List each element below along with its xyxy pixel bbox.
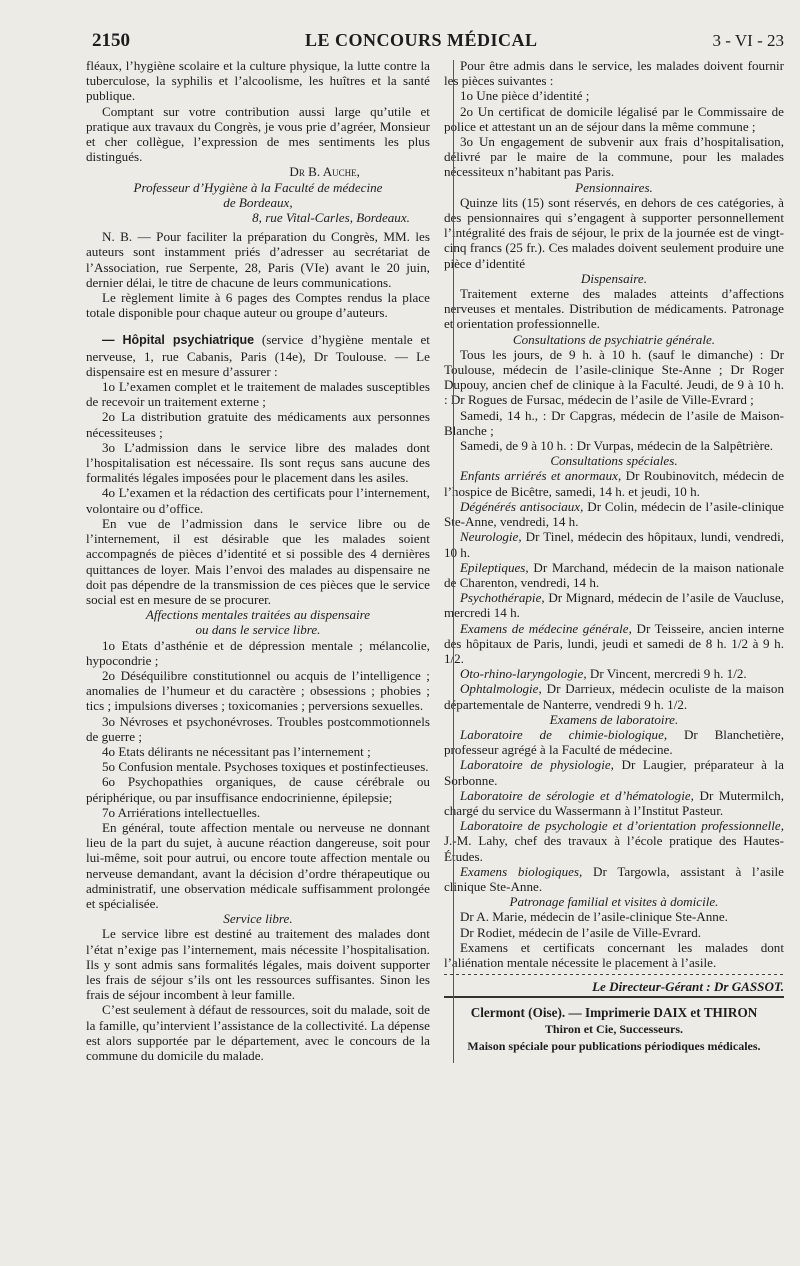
list-item: Dr Rodiet, médecin de l’asile de Ville-Evrard. (459, 924, 702, 940)
list-item (444, 788, 784, 818)
specialty-detail: Dr Tinel, médecin des hôpitaux, lundi, vendredi, 10 h. (443, 529, 784, 560)
list-item (444, 681, 784, 711)
paragraph: Examens et certificats concernant les malades dont l’aliénation mentale nécessite le placement à l’asile. (443, 939, 784, 970)
paragraph: En général, toute affection mentale ou nerveuse ne donnant lieu de la part du sujet, à aucune réaction dangereuse, soit pour lui-même, soit pour autrui, ou encore toute affection mentale ou nerveuse demandant, avant la décision d’ordre thérapeutique ou administratif, une observation médicale suffisamment prolongée et spécialisée. (86, 819, 430, 911)
section-intro (86, 332, 430, 379)
subheading: Service libre. (223, 911, 293, 927)
specialty-detail: Dr Mignard, médecin de l’asile de Vaucluse, mercredi 14 h. (443, 590, 784, 621)
specialty: Dégénérés antisociaux, (459, 498, 584, 514)
subheading: Consultations de psychiatrie générale. (512, 331, 716, 347)
page-header (74, 30, 784, 58)
paragraph: Pour être admis dans le service, les malades doivent fournir les pièces suivantes : (443, 58, 784, 89)
list-item (444, 529, 784, 559)
list-item: Dr A. Marie, médecin de l’asile-clinique Ste-Anne. (459, 909, 728, 925)
left-column (86, 58, 430, 1063)
signature-title: de Bordeaux, (223, 194, 293, 210)
laboratory-detail: Dr Laugier, préparateur à la Sorbonne. (443, 757, 784, 788)
specialty: Ophtalmologie, (459, 681, 542, 697)
printer-line: Maison spéciale pour publications périodiques médicales. (467, 1039, 761, 1054)
specialty-detail: Dr Darrieux, médecin oculiste de la maison départementale de Nanterre, vendredi 9 h. 1/2. (443, 681, 784, 712)
issue-date: 3 - VI - 23 (712, 31, 784, 50)
list-item (444, 864, 784, 894)
specialty: Enfants arriérés et anormaux, (459, 468, 622, 484)
subheading: Pensionnaires. (575, 179, 653, 195)
list-item: Samedi, de 9 à 10 h. : Dr Vurpas, médecin de la Salpêtrière. (459, 438, 774, 454)
laboratory: Laboratoire de physiologie, (459, 757, 614, 773)
specialty-detail: Dr Marchand, médecin de la maison nationale de Charenton, vendredi, 14 h. (443, 559, 784, 590)
specialty-detail: Dr Colin, médecin de l’asile-clinique Ste-Anne, vendredi, 14 h. (443, 498, 784, 530)
laboratory-detail: Dr Blanchetière, professeur agrégé à la Faculté de médecine. (443, 726, 784, 758)
signature-address: 8, rue Vital-Carles, Bordeaux. (252, 210, 410, 226)
list-item: 4o Etats délirants ne nécessitant pas l’internement ; (102, 743, 371, 759)
paragraph: Le règlement limite à 6 pages des Comptes rendus la place totale disponible pour chaque auteur ou groupe d’auteurs. (86, 290, 430, 321)
specialty: Oto-rhino-laryngologie, (459, 666, 587, 682)
list-item: 2o La distribution gratuite des médicaments aux personnes nécessiteuses ; (86, 409, 430, 440)
list-item: 2o Un certificat de domicile légalisé par le Commissaire de police et attestant un an de séjour dans la même commune ; (443, 103, 784, 134)
journal-title: LE CONCOURS MÉDICAL (305, 30, 538, 50)
paragraph: Quinze lits (15) sont réservés, en dehors de ces catégories, à des pensionnaires qui s’engagent à supporter personnellement l’intégralité des frais de séjour, le prix de la journée est de vingt-cinq francs (25 fr.). Ces malades doivent seulement produire une pièce d’identité (443, 194, 784, 271)
specialty-detail: Dr Vincent, mercredi 9 h. 1/2. (586, 666, 747, 682)
director-signature: Le Directeur-Gérant : Dr GASSOT. (592, 979, 784, 995)
paragraph: C’est seulement à défaut de ressources, soit du malade, soit de la famille, qu’intervient l’assistance de la collectivité. La dépense est alors supportée par le département, avec le concours de la commune du domicile du malade. (86, 1002, 430, 1063)
specialty: Neurologie, (459, 529, 522, 545)
paragraph: fléaux, l’hygiène scolaire et la culture physique, la lutte contre la tuberculose, la syphilis et l’alcoolisme, les huîtres et la santé publique. (86, 58, 430, 104)
nota-bene: N. B. — Pour faciliter la préparation du Congrès, MM. les auteurs sont instamment priés d’adresser au secrétariat de l’Association, rue Serpente, 28, Paris (VIe) avant le 20 juin, dernier délai, le titre de chacune de leurs communications. (86, 229, 430, 290)
divider (444, 996, 784, 998)
specialty-detail: Dr Roubinovitch, médecin de l’hospice de Bicêtre, samedi, 14 h. et jeudi, 10 h. (443, 468, 785, 499)
list-item (444, 727, 784, 757)
signature-title: Professeur d’Hygiène à la Faculté de médecine (133, 179, 383, 195)
specialty-detail: Dr Teisseire, ancien interne des hôpitaux de Paris, lundi, jeudi et samedi de 8 h. 1/2 à 9 h. 1/2. (443, 620, 785, 666)
list-item: 1o L’examen complet et le traitement de malades susceptibles de recevoir un traitement externe ; (86, 379, 430, 410)
page-number: 2150 (92, 30, 130, 51)
laboratory-detail: Dr Mutermilch, chargé du service du Wassermann à l’Institut Pasteur. (443, 787, 784, 818)
list-item: 3o Un engagement de subvenir aux frais d’hospitalisation, délivré par le maire de la commune, pour les malades nécessiteux n’habitant pas Paris. (443, 134, 784, 180)
list-item: 3o L’admission dans le service libre des malades dont l’hospitalisation est nécessaire. Ils sont reçus sans aucune des formalités légales imposées pour le placement dans les asiles. (86, 439, 430, 486)
list-item (444, 666, 784, 681)
list-item: 7o Arriérations intellectuelles. (102, 804, 261, 820)
subheading: Patronage familial et visites à domicile. (509, 894, 719, 910)
laboratory-detail: J.-M. Lahy, chef des travaux à l’école pratique des Hautes-Études. (443, 833, 784, 864)
divider (444, 974, 784, 975)
specialty: Psychothérapie, (459, 590, 545, 606)
list-item: Samedi, 14 h., : Dr Capgras, médecin de l’asile de Maison-Blanche ; (443, 407, 784, 438)
list-item: 1o Etats d’asthénie et de dépression mentale ; mélancolie, hypocondrie ; (86, 637, 430, 668)
list-item: 6o Psychopathies organiques, de cause cérébrale ou périphérique, ou par insuffisance endocrinienne, épilepsie; (86, 774, 430, 805)
section-intro-text: (service d’hygiène mentale et nerveuse, 1, rue Cabanis, Paris (14e), Dr Toulouse. — Le dispensaire est en mesure d’assurer : (86, 332, 430, 379)
printer-imprint (444, 1004, 784, 1055)
list-item: 2o Déséquilibre constitutionnel ou acquis de l’intelligence ; anomalies de l’humeur et du caractère ; obsessions ; phobies ; tics ; impulsions diverses ; toxicomanies ; perversions sexuelles. (86, 667, 430, 714)
paragraph: Le service libre est destiné au traitement des malades dont l’état n’exige pas l’internement, mais nécessite l’hospitalisation. Ils y sont admis sans formalités légales, mais doivent supporter les frais de séjour s’ils ont les ressources suffisantes. Sinon les frais de séjour incombent à leur famille. (86, 926, 430, 1003)
list-item (444, 499, 784, 529)
laboratory-detail: Dr Targowla, assistant à l’asile clinique Ste-Anne. (443, 863, 784, 894)
subheading: Dispensaire. (580, 270, 647, 286)
list-item: 3o Névroses et psychonévroses. Troubles postcommotionnels de guerre ; (86, 713, 430, 744)
subheading: Examens de laboratoire. (549, 711, 679, 727)
laboratory: Laboratoire de psychologie et d’orientation professionnelle, (459, 818, 784, 834)
signature-name: Dr B. Auche, (289, 164, 360, 180)
section-heading: — Hôpital psychiatrique (102, 333, 255, 348)
paragraph: En vue de l’admission dans le service libre ou de l’internement, il est désirable que les malades soient accompagnés de pièces d’identité et si possible des 4 dernières quittances de loyer. Mais l’envoi des malades au dispensaire ne doit pas dépendre de la transmission de ces pièces que le service social est en mesure de se procurer. (86, 515, 430, 607)
list-item: Tous les jours, de 9 h. à 10 h. (sauf le dimanche) : Dr Toulouse, médecin de l’asile-clinique Ste-Anne ; Dr Roger Dupouy, ancien chef de clinique à la Faculté. Jeudi, de 9 à 10 h. : Dr Rogues de Fursac, médecin de l’asile de Ville-Evrard ; (443, 346, 784, 408)
list-item: 5o Confusion mentale. Psychoses toxiques et postinfectieuses. (102, 759, 429, 775)
list-item (444, 818, 784, 864)
laboratory: Laboratoire de sérologie et d’hématologie, (459, 787, 694, 803)
list-item (444, 757, 784, 787)
printer-line: Clermont (Oise). — Imprimerie DAIX et THIRON (470, 1005, 758, 1021)
list-item: 1o Une pièce d’identité ; (459, 88, 590, 104)
list-item (444, 560, 784, 590)
right-column (444, 58, 784, 1063)
two-column-body (86, 58, 784, 1063)
subheading: Affections mentales traitées au dispensaire (145, 607, 371, 623)
specialty: Examens de médecine générale, (459, 620, 632, 636)
laboratory: Examens biologiques, (459, 863, 583, 879)
laboratory: Laboratoire de chimie-biologique, (459, 726, 668, 742)
paragraph: Comptant sur votre contribution aussi large qu’utile et pratique aux travaux du Congrès, je vous prie d’agréer, Monsieur et cher collègue, l’expression de mes sentiments les plus distingués. (86, 103, 430, 165)
subheading: ou dans le service libre. (195, 622, 321, 638)
subheading: Consultations spéciales. (550, 453, 678, 469)
list-item (444, 590, 784, 620)
printer-line: Thiron et Cie, Successeurs. (544, 1022, 684, 1037)
column-divider (453, 60, 454, 1063)
list-item (444, 468, 784, 498)
paragraph: Traitement externe des malades atteints d’affections nerveuses et mentales. Distribution de médicaments. Patronage et orientation professionnelle. (443, 286, 784, 332)
specialty: Epileptiques, (459, 559, 529, 575)
list-item: 4o L’examen et la rédaction des certificats pour l’internement, volontaire ou d’office. (86, 485, 430, 516)
list-item (444, 621, 784, 667)
